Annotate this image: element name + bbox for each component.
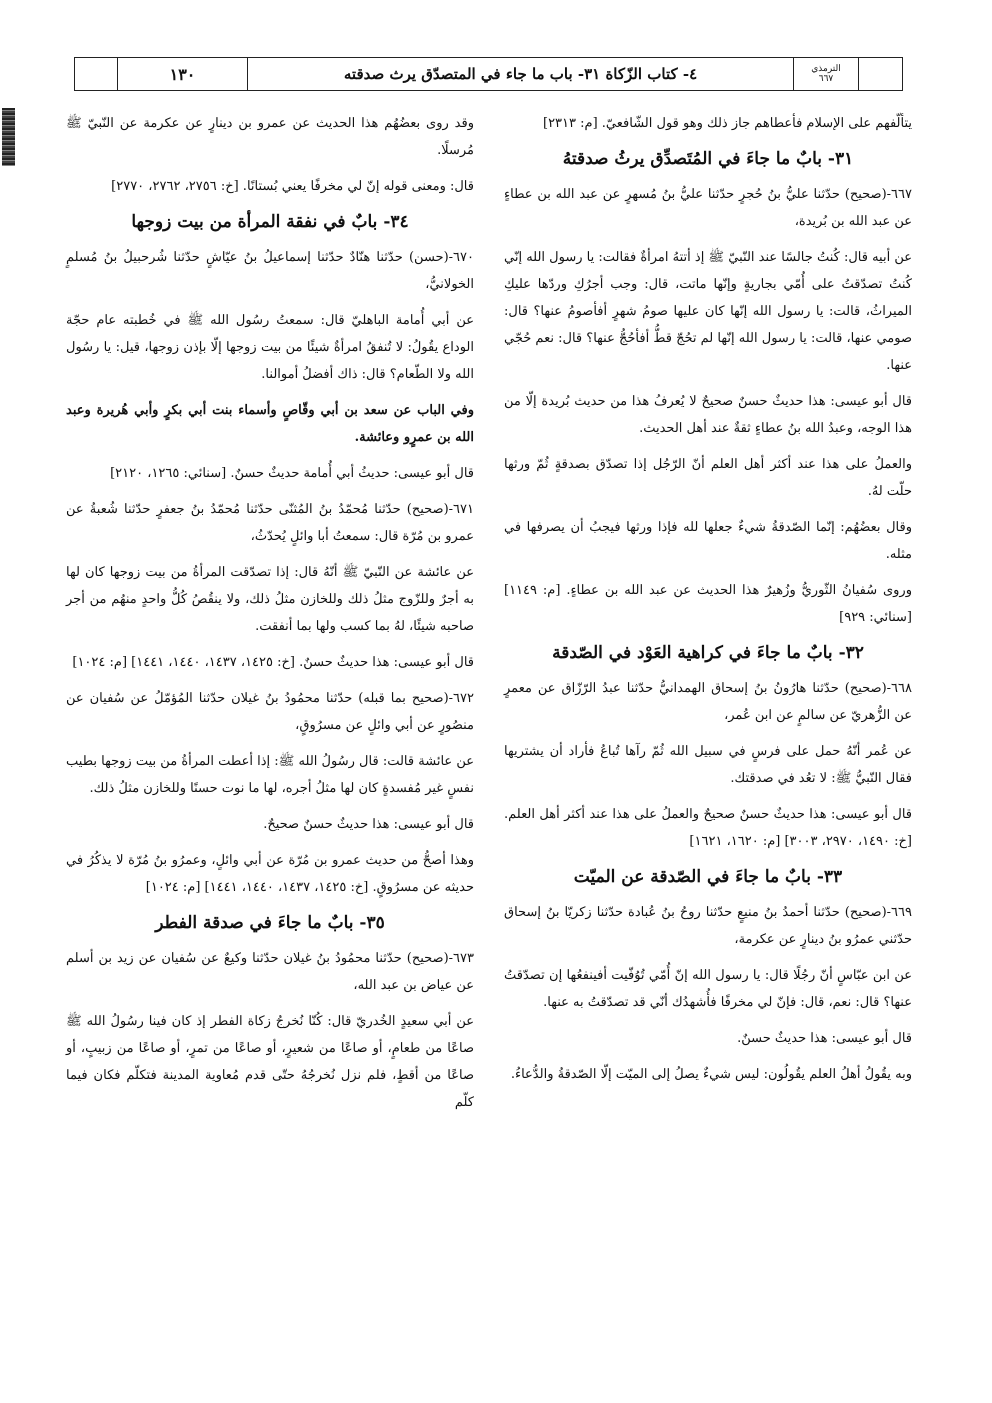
- header-hadith-number: ٦٦٧: [818, 74, 834, 84]
- hadith-671-isnad: ٦٧١-(صحيح) حدّثنا مُحمّدُ بنُ المُثنّى حدّثنا مُحمّدُ بنُ جعفرٍ حدّثنا شُعبةُ عن عمرو بن مُرّة قال: سمعتُ أبا وائلٍ يُحدّثُ،: [66, 502, 474, 544]
- hadith-668-matn: عن عُمر أنّهُ حمل على فرسٍ في سبيل الله ثُمّ رآها تُباعُ فأراد أن يشتريها فقال النّبيُّ ﷺ: لا تعُد في صدقتك.: [504, 744, 912, 786]
- hadith-669-practice: وبه يقُولُ أهلُ العلم يقُولُون: ليس شيءٌ يصلُ إلى الميّت إلّا الصّدقةُ والدُّعاءُ.: [510, 1067, 912, 1082]
- header-book-name: الترمذي: [811, 64, 841, 74]
- hadith-668-grading: قال أبو عيسى: هذا حديثٌ حسنٌ صحيحٌ والعملُ على هذا عند أكثر أهل العلم. [خ: ١٤٩٠، ٢٩٧٠، ٣٠٠٣] [م: ١٦٢٠، ١٦٢١]: [504, 807, 912, 849]
- hadith-669-isnad: ٦٦٩-(صحيح) حدّثنا أحمدُ بنُ منيعٍ حدّثنا روحُ بنُ عُبادة حدّثنا زكريّا بنُ إسحاق حدّثني عمرُو بنُ دينارٍ عن عكرمة،: [504, 905, 912, 947]
- hadith-667-narration: وروى سُفيانُ الثّوريُّ وزُهيرٌ هذا الحديث عن عبد الله بن عطاءٍ. [م: ١١٤٩] [سنائي: ٩٢٩]: [504, 583, 912, 625]
- hadith-667-matn: عن أبيه قال: كُنتُ جالسًا عند النّبيّ ﷺ إذ أتتهُ امرأةٌ فقالت: يا رسول الله إنّي كُنتُ تصدّقتُ على أُمّي بجاريةٍ وإنّها ماتت، قال: وجب أجرُكِ وردّها عليكِ الميراثُ، قالت: يا رسول الله إنّها كان عليها صومُ شهرٍ أفأصومُ عنها؟ قال: صومي عنها، قالت: يا رسول الله إنّها لم تحُجّ قطُّ أفأحُجُّ عنها؟ قال: نعم حُجّي عنها.: [504, 250, 912, 373]
- hadith-671-grading: قال أبو عيسى: هذا حديثٌ حسنٌ. [خ: ١٤٢٥، ١٤٣٧، ١٤٤٠، ١٤٤١] [م: ١٠٢٤]: [72, 655, 474, 670]
- right-column: [504, 110, 912, 1097]
- paragraph: وقد روى بعضُهُم هذا الحديث عن عمرو بن دينارٍ عن عكرمة عن النّبيّ ﷺ مُرسلًا.: [66, 116, 474, 158]
- hadith-670-grading: قال أبو عيسى: حديثُ أبي أُمامة حديثٌ حسنٌ. [سنائي: ١٢٦٥، ٢١٢٠]: [110, 466, 474, 481]
- hadith-672-note: وهذا أصحُّ من حديث عمرو بن مُرّة عن أبي وائلٍ، وعمرُو بنُ مُرّة لا يذكُرُ في حديثه عن مسرُوقٍ. [خ: ١٤٢٥، ١٤٣٧، ١٤٤٠، ١٤٤١] [م: ١٠٢٤]: [66, 853, 474, 895]
- hadith-672-matn: عن عائشة قالت: قال رسُولُ الله ﷺ: إذا أعطت المرأةُ من بيت زوجها بطيب نفسٍ غير مُفسدةٍ كان لها مثلُ أجره، لها ما نوت حسنًا وللخازن مثلُ ذلك.: [66, 754, 474, 796]
- hadith-670-matn: عن أبي أُمامة الباهليّ قال: سمعتُ رسُول الله ﷺ في خُطبته عام حجّة الوداع يقُولُ: لا تُنفقُ امرأةٌ شيئًا من بيت زوجها إلّا بإذن زوجها، قيل: يا رسُول الله ولا الطّعام؟ قال: ذاك أفضلُ أموالنا.: [66, 313, 474, 382]
- chapter-heading-31: ٣١- بابٌ ما جاءَ في المُتَصدِّق يرثُ صدقتهُ: [562, 149, 854, 169]
- paragraph: يتألّفهم على الإسلام فأعطاهم جاز ذلك وهو قول الشّافعيّ. [م: ٢٣١٣]: [543, 116, 912, 131]
- header-title: ٤- كتاب الزّكاة ٣١- باب ما جاء في المتصدّق يرث صدقته: [247, 58, 793, 90]
- left-column: [66, 110, 474, 1125]
- page-header: [74, 57, 903, 91]
- hadith-671-matn: عن عائشة عن النّبيّ ﷺ أنّهُ قال: إذا تصدّقت المرأةُ من بيت زوجها كان لها به أجرٌ وللزّوج مثلُ ذلك وللخازن مثلُ ذلك، ولا ينقُصُ كُلُّ واحدٍ منهُم من أجر صاحبه شيئًا، لهُ بما كسب ولها بما أنفقت.: [66, 565, 474, 634]
- paragraph: قال: ومعنى قوله إنّ لي مخرفًا يعني بُستانًا. [خ: ٢٧٥٦، ٢٧٦٢، ٢٧٧٠]: [111, 179, 474, 194]
- chapter-heading-35: ٣٥- بابٌ ما جاءَ في صدقة الفطر: [155, 913, 385, 933]
- margin-stamp: [2, 108, 15, 166]
- hadith-669-grading: قال أبو عيسى: هذا حديثٌ حسنٌ.: [737, 1031, 912, 1046]
- chapter-heading-34: ٣٤- بابٌ في نفقة المرأة من بيت زوجها: [131, 212, 409, 232]
- hadith-673-isnad: ٦٧٣-(صحيح) حدّثنا محمُودُ بنُ غيلان حدّثنا وكيعٌ عن سُفيان عن زيد بن أسلم عن عياض بن عبد الله،: [66, 951, 474, 993]
- hadith-668-isnad: ٦٦٨-(صحيح) حدّثنا هارُونُ بنُ إسحاق الهمدانيُّ حدّثنا عبدُ الرّزّاق عن معمرٍ عن الزُّهريّ عن سالمٍ عن ابن عُمر،: [504, 681, 912, 723]
- header-blank-left: [75, 58, 117, 90]
- hadith-673-matn: عن أبي سعيدٍ الخُدريّ قال: كُنّا نُخرجُ زكاة الفطر إذ كان فينا رسُولُ الله ﷺ صاعًا من طعامٍ، أو صاعًا من شعيرٍ، أو صاعًا من تمرٍ، أو صاعًا من زبيبٍ، أو صاعًا من أقطٍ، فلم نزل نُخرجُهُ حتّى قدم مُعاوية المدينة فتكلّم فكان فيما كلّم: [66, 1014, 474, 1110]
- chapter-heading-32: ٣٢- بابٌ ما جاءَ في كراهية العَوْد في الصّدقة: [552, 643, 864, 663]
- header-blank-right: [858, 58, 902, 90]
- hadith-667-practice: والعملُ على هذا عند أكثر أهل العلم أنّ الرّجُل إذا تصدّق بصدقةٍ ثُمّ ورثها حلّت لهُ.: [504, 457, 912, 499]
- hadith-667-opinion: وقال بعضُهُم: إنّما الصّدقةُ شيءٌ جعلها لله فإذا ورثها فيجبُ أن يصرفها في مثله.: [504, 520, 912, 562]
- header-book-cell: [793, 58, 858, 90]
- chapter-heading-33: ٣٣- بابٌ ما جاءَ في الصّدقة عن الميّت: [573, 867, 843, 887]
- hadith-667-grading: قال أبو عيسى: هذا حديثٌ حسنٌ صحيحٌ لا يُعرفُ هذا من حديث بُريدة إلّا من هذا الوجه، وعبدُ الله بنُ عطاءٍ ثقةٌ عند أهل الحديث.: [504, 394, 912, 436]
- hadith-672-isnad: ٦٧٢-(صحيح بما قبله) حدّثنا محمُودُ بنُ غيلان حدّثنا المُؤمّلُ عن سُفيان عن منصُورٍ عن أبي وائلٍ عن مسرُوقٍ،: [66, 691, 474, 733]
- hadith-669-matn: عن ابن عبّاسٍ أنّ رجُلًا قال: يا رسول الله إنّ أُمّي تُوُفّيت أفينفعُها إن تصدّقتُ عنها؟ قال: نعم، قال: فإنّ لي مخرفًا فأُشهدُك أنّي قد تصدّقتُ به عنها.: [504, 968, 912, 1010]
- hadith-670-bab: وفي الباب عن سعد بن أبي وقّاصٍ وأسماء بنت أبي بكرٍ وأبي هُريرة وعبد الله بن عمرٍو وعائشة.: [66, 403, 474, 445]
- hadith-670-isnad: ٦٧٠-(حسن) حدّثنا هنّادٌ حدّثنا إسماعيلُ بنُ عيّاشٍ حدّثنا شُرحبيلُ بنُ مُسلمٍ الخولانيُّ،: [66, 250, 474, 292]
- hadith-667-isnad: ٦٦٧-(صحيح) حدّثنا عليُّ بنُ حُجرٍ حدّثنا عليُّ بنُ مُسهرٍ عن عبد الله بن عطاءٍ عن عبد الله بن بُريدة،: [504, 187, 912, 229]
- page-number: ١٣٠: [117, 58, 247, 90]
- hadith-672-grading: قال أبو عيسى: هذا حديثٌ حسنٌ صحيحٌ.: [263, 817, 474, 832]
